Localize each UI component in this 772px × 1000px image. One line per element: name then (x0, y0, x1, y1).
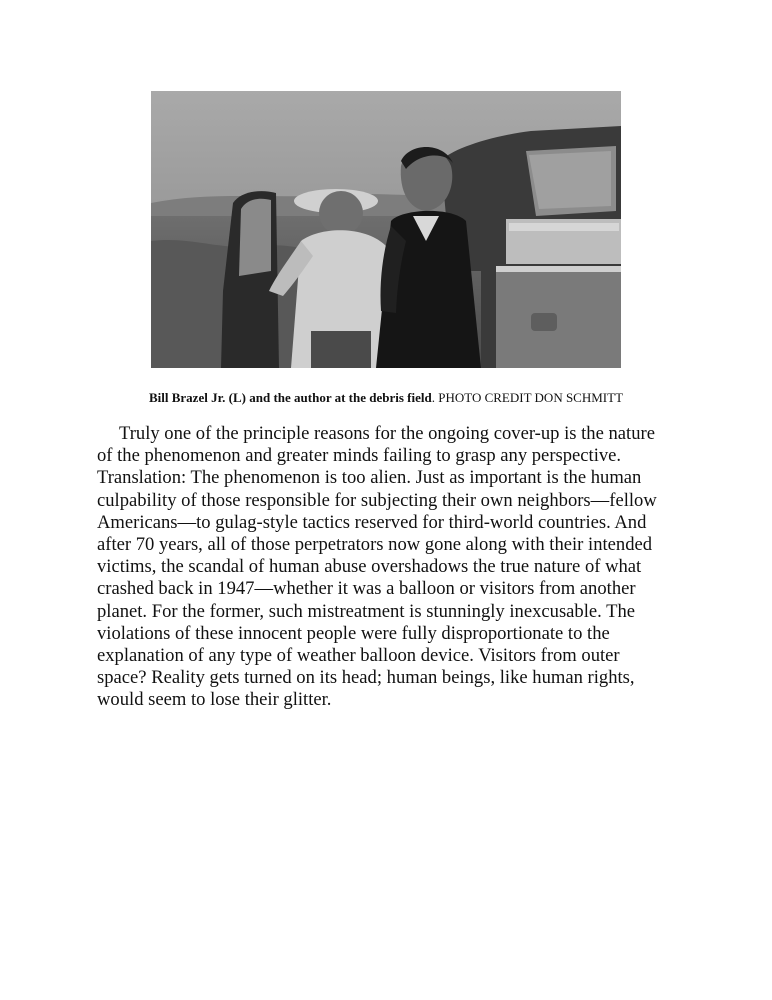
paragraph-line: victims, the scandal of human abuse overshadows the true nature of what (97, 556, 642, 578)
photo-caption (60, 390, 712, 406)
paragraph-line: Americans—to gulag-style tactics reserved for third-world countries. And (97, 511, 647, 533)
paragraph-line: Truly one of the principle reasons for the ongoing cover-up is the nature (119, 423, 655, 444)
paragraph-line: would seem to lose their glitter. (97, 689, 332, 711)
paragraph-line: planet. For the former, such mistreatment is stunningly inexcusable. The (97, 600, 636, 622)
paragraph-line: crashed back in 1947—whether it was a balloon or visitors from another (97, 578, 636, 600)
paragraph-line: culpability of those responsible for subjecting their own neighbors—fellow (97, 489, 657, 511)
paragraph-line: after 70 years, all of those perpetrators now gone along with their intended (97, 534, 653, 556)
paragraph-line: Translation: The phenomenon is too alien. Just as important is the human (97, 467, 642, 489)
photo-illustration (151, 91, 621, 368)
paragraph-line: explanation of any type of weather balloon device. Visitors from outer (97, 645, 620, 667)
paragraph-line: violations of these innocent people were fully disproportionate to the (97, 622, 610, 644)
body-paragraph (97, 423, 697, 712)
caption-title: Bill Brazel Jr. (L) and the author at the debris field (148, 390, 432, 405)
paragraph-line: of the phenomenon and greater minds failing to grasp any perspective. (97, 445, 622, 467)
paragraph-line: space? Reality gets turned on its head; human beings, like human rights, (97, 667, 635, 689)
debris-field-photo (151, 91, 621, 368)
caption-credit: . PHOTO CREDIT DON SCHMITT (431, 390, 624, 405)
